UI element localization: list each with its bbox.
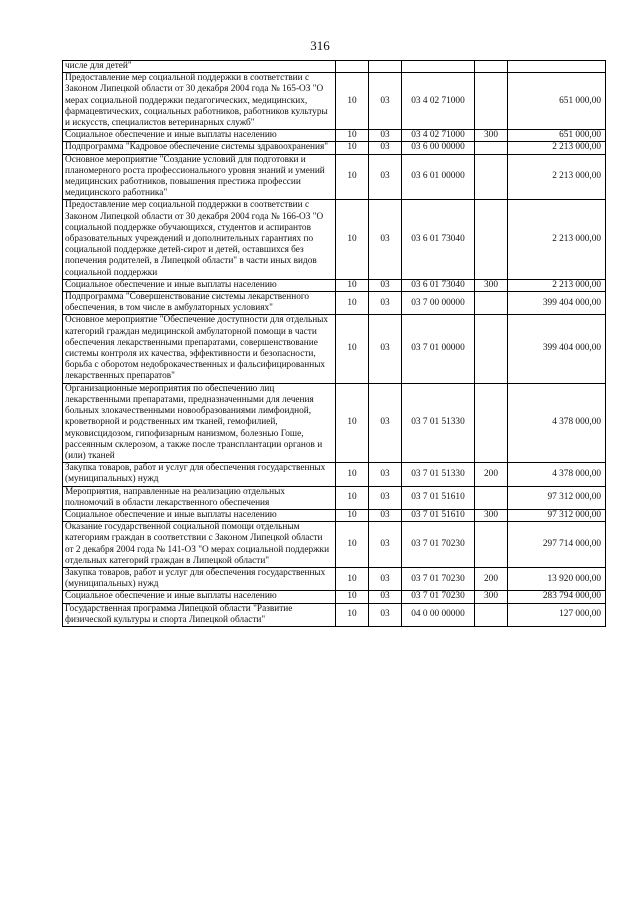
budget-table — [62, 60, 606, 627]
row-section-cell: 10 — [336, 130, 369, 142]
row-name-cell: Социальное обеспечение и иные выплаты населению — [63, 279, 336, 291]
row-name-cell: Социальное обеспечение и иные выплаты населению — [63, 509, 336, 521]
row-subsection-cell: 03 — [369, 315, 402, 383]
row-section-cell: 10 — [336, 142, 369, 154]
table-row — [63, 522, 606, 568]
row-target-cell — [402, 61, 475, 73]
row-name-cell: Оказание государственной социальной помощи отдельным категориям граждан в соответствии с Законом Липецкой области от 2 декабря 2004 года № 141-ОЗ "О мерах социальной поддержки отдельных категорий граждан в Липецкой области" — [63, 522, 336, 568]
table-row — [63, 603, 606, 626]
row-target-cell: 03 7 01 70230 — [402, 591, 475, 603]
row-amount-cell: 2 213 000,00 — [508, 142, 606, 154]
row-subsection-cell: 03 — [369, 463, 402, 486]
row-name-cell: Государственная программа Липецкой области "Развитие физической культуры и спорта Липецкой области" — [63, 603, 336, 626]
table-row — [63, 61, 606, 73]
row-type-cell — [475, 200, 508, 279]
budget-table-body — [63, 61, 606, 627]
row-section-cell: 10 — [336, 486, 369, 509]
row-type-cell: 300 — [475, 130, 508, 142]
row-section-cell: 10 — [336, 509, 369, 521]
row-type-cell — [475, 142, 508, 154]
row-amount-cell: 4 378 000,00 — [508, 463, 606, 486]
row-name-cell: Организационные мероприятия по обеспечению лиц лекарственными препаратами, предназначенными для лечения больных злокачественными новообразованиями лимфоидной, кроветворной и родственных им тканей, гемофилией, муковисцидозом, гипофизарным нанизмом, болезнью Гоше, рассеянным склерозом, а также после трансплантации органов и (или) тканей — [63, 383, 336, 462]
table-row — [63, 509, 606, 521]
row-target-cell: 03 7 01 51610 — [402, 486, 475, 509]
row-name-cell: Предоставление мер социальной поддержки в соответствии с Законом Липецкой области от 30 декабря 2004 года № 166-ОЗ "О социальной поддержке обучающихся, студентов и аспирантов образовательных учреждений и дополнительных гарантиях по социальной поддержке детей-сирот и детей, оставшихся без попечения родителей, в Липецкой области" в части иных видов социальной поддержки — [63, 200, 336, 279]
row-target-cell: 03 7 01 00000 — [402, 315, 475, 383]
row-target-cell: 03 6 01 73040 — [402, 200, 475, 279]
row-section-cell: 10 — [336, 154, 369, 200]
row-amount-cell: 2 213 000,00 — [508, 279, 606, 291]
page-number: 316 — [310, 38, 330, 53]
row-type-cell: 300 — [475, 509, 508, 521]
row-type-cell — [475, 486, 508, 509]
row-type-cell — [475, 603, 508, 626]
table-row — [63, 130, 606, 142]
row-section-cell — [336, 61, 369, 73]
row-name-cell: Мероприятия, направленные на реализацию отдельных полномочий в области лекарственного обеспечения — [63, 486, 336, 509]
row-type-cell: 200 — [475, 567, 508, 590]
row-section-cell: 10 — [336, 279, 369, 291]
row-target-cell: 03 7 01 51610 — [402, 509, 475, 521]
row-section-cell: 10 — [336, 315, 369, 383]
row-type-cell — [475, 522, 508, 568]
row-name-cell: Социальное обеспечение и иные выплаты населению — [63, 130, 336, 142]
row-subsection-cell: 03 — [369, 567, 402, 590]
row-amount-cell: 13 920 000,00 — [508, 567, 606, 590]
row-amount-cell: 399 404 000,00 — [508, 315, 606, 383]
row-target-cell: 03 4 02 71000 — [402, 130, 475, 142]
row-subsection-cell: 03 — [369, 279, 402, 291]
table-row — [63, 73, 606, 130]
table-row — [63, 292, 606, 315]
row-target-cell: 03 6 01 00000 — [402, 154, 475, 200]
table-row — [63, 486, 606, 509]
row-type-cell — [475, 292, 508, 315]
row-type-cell — [475, 383, 508, 462]
row-type-cell — [475, 73, 508, 130]
row-name-cell: числе для детей" — [63, 61, 336, 73]
row-section-cell: 10 — [336, 383, 369, 462]
row-section-cell: 10 — [336, 463, 369, 486]
table-row — [63, 383, 606, 462]
row-type-cell: 200 — [475, 463, 508, 486]
row-target-cell: 03 6 01 73040 — [402, 279, 475, 291]
row-target-cell: 03 7 00 00000 — [402, 292, 475, 315]
row-subsection-cell: 03 — [369, 603, 402, 626]
row-name-cell: Основное мероприятие "Создание условий для подготовки и планомерного роста профессионального уровня знаний и умений медицинских работников, повышения престижа профессии медицинского работника" — [63, 154, 336, 200]
row-amount-cell: 2 213 000,00 — [508, 154, 606, 200]
table-row — [63, 463, 606, 486]
row-subsection-cell — [369, 61, 402, 73]
row-name-cell: Подпрограмма "Совершенствование системы лекарственного обеспечения, в том числе в амбулаторных условиях" — [63, 292, 336, 315]
table-row — [63, 279, 606, 291]
row-section-cell: 10 — [336, 522, 369, 568]
row-target-cell: 04 0 00 00000 — [402, 603, 475, 626]
row-name-cell: Социальное обеспечение и иные выплаты населению — [63, 591, 336, 603]
row-subsection-cell: 03 — [369, 292, 402, 315]
row-amount-cell: 97 312 000,00 — [508, 486, 606, 509]
row-subsection-cell: 03 — [369, 591, 402, 603]
row-amount-cell: 651 000,00 — [508, 73, 606, 130]
row-name-cell: Закупка товаров, работ и услуг для обеспечения государственных (муниципальных) нужд — [63, 567, 336, 590]
table-row — [63, 567, 606, 590]
row-name-cell: Подпрограмма "Кадровое обеспечение системы здравоохранения" — [63, 142, 336, 154]
table-row — [63, 142, 606, 154]
row-name-cell: Основное мероприятие "Обеспечение доступности для отдельных категорий граждан медицинской амбулаторной помощи в части обеспечения лекарственными препаратами, совершенствование системы контроля их качества, эффективности и безопасности, борьба с оборотом недоброкачественных и фальсифицированных лекарственных препаратов" — [63, 315, 336, 383]
row-amount-cell: 399 404 000,00 — [508, 292, 606, 315]
row-amount-cell: 651 000,00 — [508, 130, 606, 142]
row-name-cell: Предоставление мер социальной поддержки в соответствии с Законом Липецкой области от 30 декабря 2004 года № 165-ОЗ "О мерах социальной поддержки педагогических, медицинских, фармацевтических, социальных работников, работников культуры и искусств, специалистов ветеринарных служб" — [63, 73, 336, 130]
row-subsection-cell: 03 — [369, 522, 402, 568]
row-target-cell: 03 7 01 70230 — [402, 567, 475, 590]
row-target-cell: 03 4 02 71000 — [402, 73, 475, 130]
row-section-cell: 10 — [336, 292, 369, 315]
row-amount-cell: 127 000,00 — [508, 603, 606, 626]
row-section-cell: 10 — [336, 73, 369, 130]
row-section-cell: 10 — [336, 591, 369, 603]
row-subsection-cell: 03 — [369, 130, 402, 142]
table-row — [63, 315, 606, 383]
row-section-cell: 10 — [336, 603, 369, 626]
row-target-cell: 03 6 00 00000 — [402, 142, 475, 154]
row-subsection-cell: 03 — [369, 383, 402, 462]
row-subsection-cell: 03 — [369, 509, 402, 521]
row-amount-cell: 297 714 000,00 — [508, 522, 606, 568]
row-target-cell: 03 7 01 51330 — [402, 463, 475, 486]
row-section-cell: 10 — [336, 567, 369, 590]
row-subsection-cell: 03 — [369, 486, 402, 509]
row-amount-cell: 2 213 000,00 — [508, 200, 606, 279]
table-row — [63, 154, 606, 200]
row-amount-cell: 4 378 000,00 — [508, 383, 606, 462]
row-subsection-cell: 03 — [369, 200, 402, 279]
row-type-cell — [475, 154, 508, 200]
row-type-cell: 300 — [475, 279, 508, 291]
row-type-cell: 300 — [475, 591, 508, 603]
row-target-cell: 03 7 01 70230 — [402, 522, 475, 568]
row-amount-cell: 97 312 000,00 — [508, 509, 606, 521]
row-subsection-cell: 03 — [369, 73, 402, 130]
row-subsection-cell: 03 — [369, 154, 402, 200]
row-name-cell: Закупка товаров, работ и услуг для обеспечения государственных (муниципальных) нужд — [63, 463, 336, 486]
row-amount-cell: 283 794 000,00 — [508, 591, 606, 603]
row-target-cell: 03 7 01 51330 — [402, 383, 475, 462]
table-row — [63, 200, 606, 279]
table-row — [63, 591, 606, 603]
row-type-cell — [475, 315, 508, 383]
row-amount-cell — [508, 61, 606, 73]
row-type-cell — [475, 61, 508, 73]
row-section-cell: 10 — [336, 200, 369, 279]
row-subsection-cell: 03 — [369, 142, 402, 154]
